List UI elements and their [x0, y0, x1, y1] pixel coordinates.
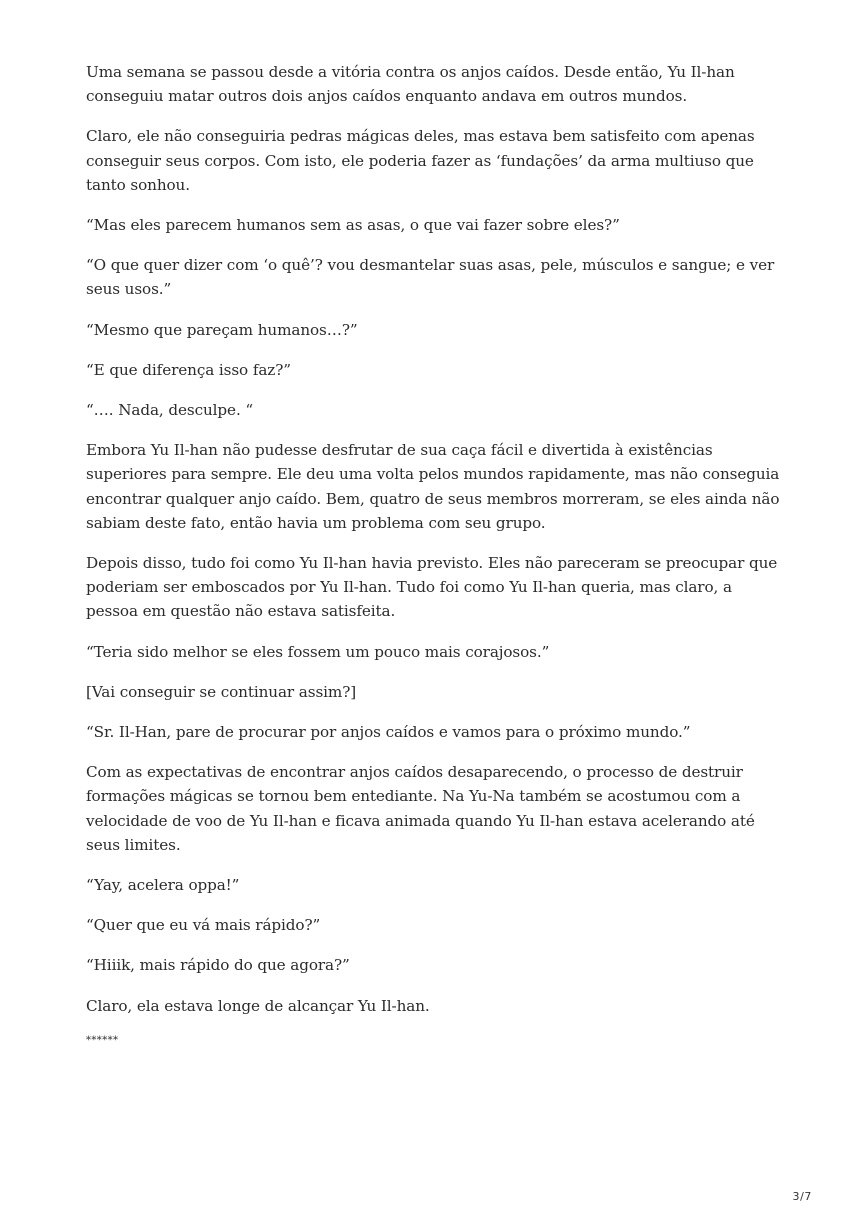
paragraph: Depois disso, tudo foi como Yu Il-han havia previsto. Eles não pareceram se preocupar que poderiam ser emboscados por Yu Il-han. Tudo foi como Yu Il-han queria, mas claro, a pessoa em questão não estava satisfeita.: [86, 554, 778, 621]
paragraph: [Vai conseguir se continuar assim?]: [86, 682, 357, 701]
paragraph: “O que quer dizer com ‘o quê’? vou desmantelar suas asas, pele, músculos e sangue; e ver seus usos.”: [86, 256, 775, 299]
paragraph: “Mesmo que pareçam humanos…?”: [86, 320, 358, 339]
paragraph: Embora Yu Il-han não pudesse desfrutar de sua caça fácil e divertida à existências superiores para sempre. Ele deu uma volta pelos mundos rapidamente, mas não conseguia encontrar qualquer anjo caído. Bem, quatro de seus membros morreram, se eles ainda não sabiam deste fato, então havia um problema com seu grupo.: [86, 441, 780, 532]
page-number: 3/7: [792, 1190, 812, 1203]
paragraph: Claro, ele não conseguiria pedras mágicas deles, mas estava bem satisfeito com apenas conseguir seus corpos. Com isto, ele poderia fazer as ‘fundações’ da arma multiuso que tanto sonhou.: [86, 127, 755, 194]
paragraph: “…. Nada, desculpe. “: [86, 401, 254, 420]
paragraph: “Hiiik, mais rápido do que agora?”: [86, 956, 350, 975]
paragraph: “E que diferença isso faz?”: [86, 360, 291, 379]
paragraph: Com as expectativas de encontrar anjos caídos desaparecendo, o processo de destruir formações mágicas se tornou bem entediante. Na Yu-Na também se acostumou com a velocidade de voo de Yu Il-han e ficava animada quando Yu Il-han estava acelerando até seus limites.: [86, 763, 755, 854]
paragraph: “Yay, acelera oppa!”: [86, 876, 240, 895]
paragraph: “Teria sido melhor se eles fossem um pouco mais corajosos.”: [86, 642, 550, 661]
story-text: [86, 60, 786, 1048]
paragraph: “Sr. Il-Han, pare de procurar por anjos caídos e vamos para o próximo mundo.”: [86, 723, 691, 742]
paragraph: Uma semana se passou desde a vitória contra os anjos caídos. Desde então, Yu Il-han conseguiu matar outros dois anjos caídos enquanto andava em outros mundos.: [86, 63, 735, 106]
paragraph: “Quer que eu vá mais rápido?”: [86, 916, 321, 935]
paragraph: “Mas eles parecem humanos sem as asas, o que vai fazer sobre eles?”: [86, 216, 620, 235]
scene-separator: ******: [86, 1034, 119, 1046]
paragraph: Claro, ela estava longe de alcançar Yu Il-han.: [86, 996, 430, 1015]
